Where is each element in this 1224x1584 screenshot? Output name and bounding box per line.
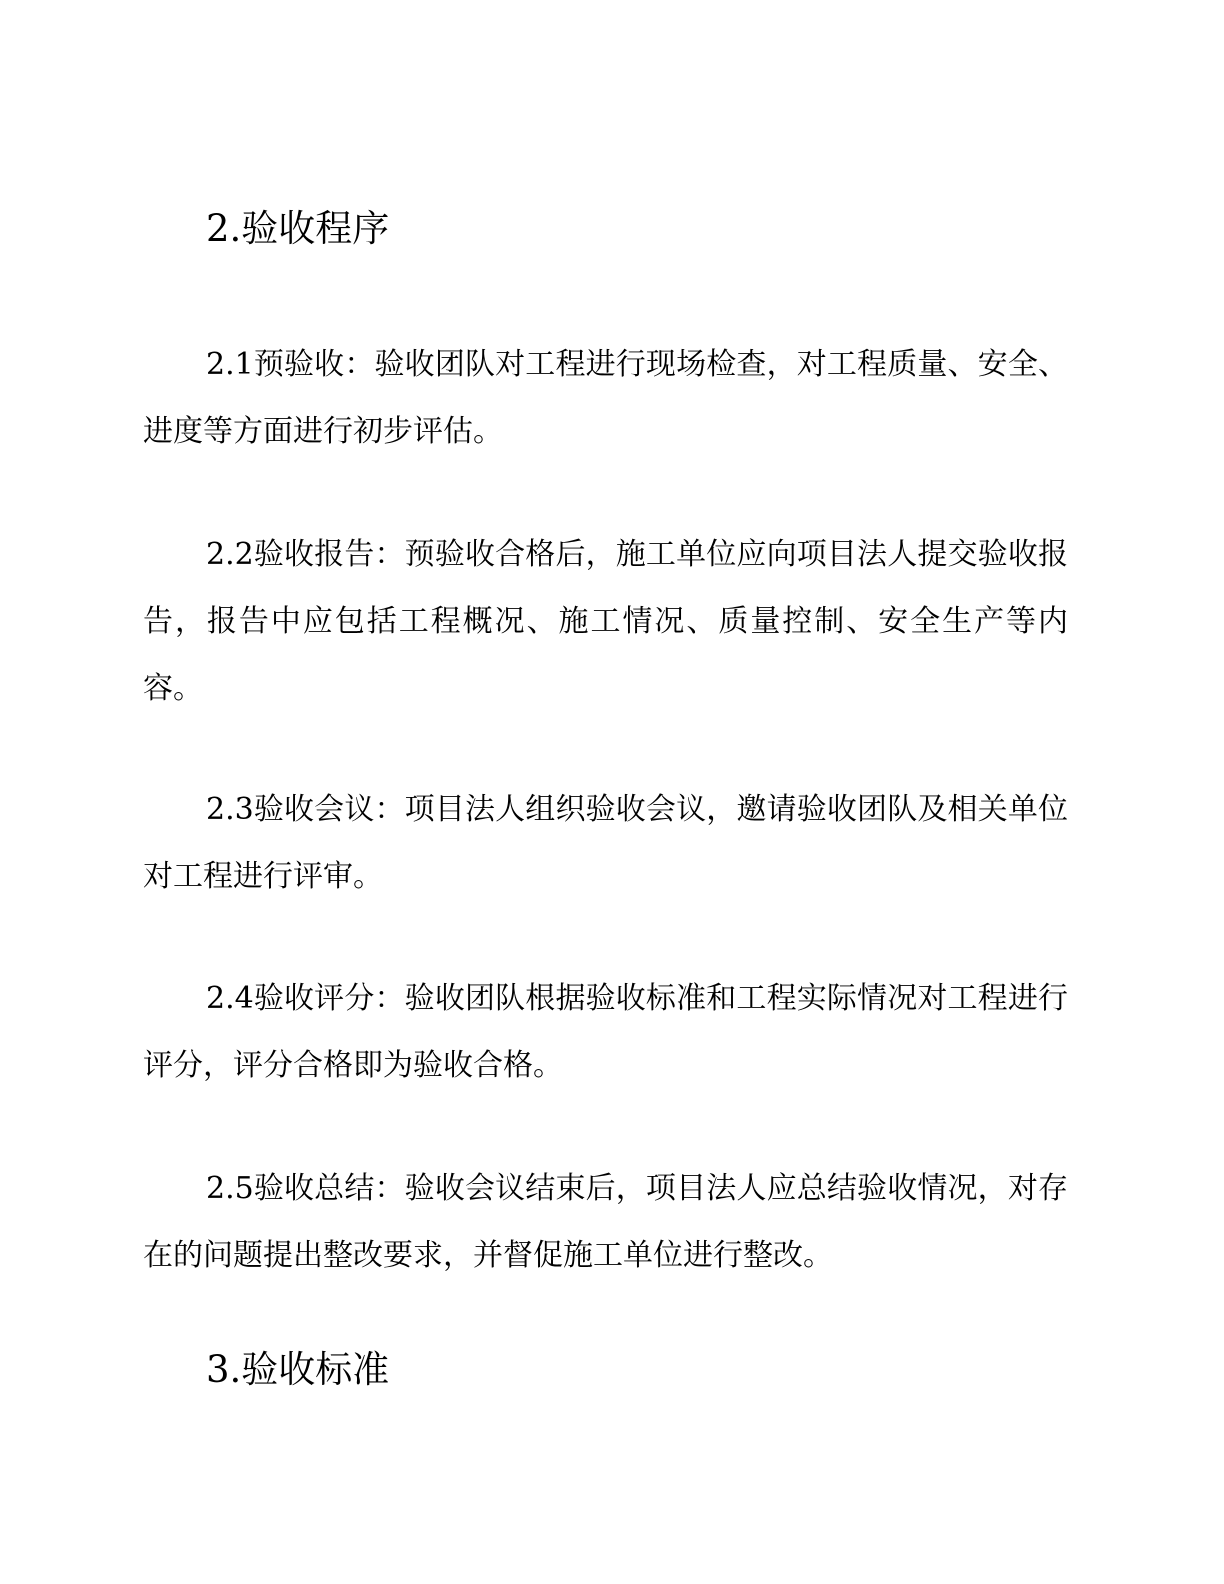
paragraph-acceptance-scoring: 2.4验收评分：验收团队根据验收标准和工程实际情况对工程进行评分，评分合格即为验收合格。 bbox=[143, 981, 1068, 1083]
section-heading-acceptance-standards: 3.验收标准 bbox=[206, 1348, 390, 1391]
paragraph-acceptance-summary: 2.5验收总结：验收会议结束后，项目法人应总结验收情况，对存在的问题提出整改要求，并督促施工单位进行整改。 bbox=[143, 1171, 1068, 1273]
section-heading-acceptance-procedure: 2.验收程序 bbox=[206, 207, 390, 250]
paragraph-acceptance-meeting: 2.3验收会议：项目法人组织验收会议，邀请验收团队及相关单位对工程进行评审。 bbox=[143, 792, 1068, 894]
paragraph-pre-acceptance: 2.1预验收：验收团队对工程进行现场检查，对工程质量、安全、进度等方面进行初步评估。 bbox=[143, 347, 1068, 449]
paragraph-acceptance-report: 2.2验收报告：预验收合格后，施工单位应向项目法人提交验收报告，报告中应包括工程概况、施工情况、质量控制、安全生产等内容。 bbox=[143, 537, 1068, 706]
